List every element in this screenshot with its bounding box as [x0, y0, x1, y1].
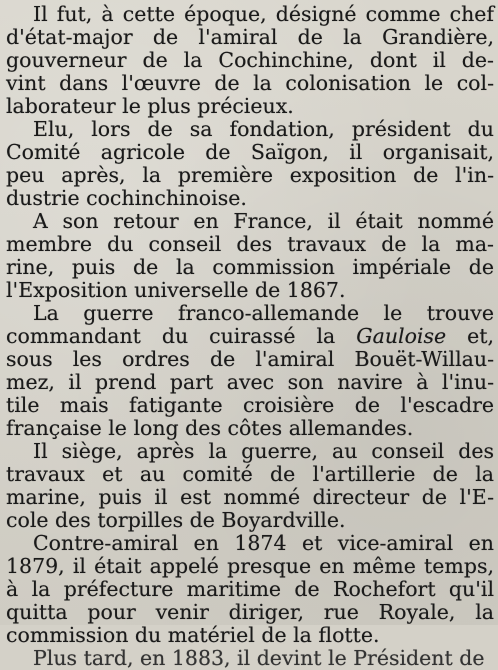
text-line-cut: Plus tard, en 1883, il devint le Président de [33, 646, 485, 670]
text-line: dustrie cochinchinoise. [6, 186, 247, 210]
text-line: peu après, la première exposition de l'in- [6, 163, 494, 187]
text-line: Comité agricole de Saïgon, il organisait, [6, 140, 494, 164]
text-line: Elu, lors de sa fondation, président du [33, 117, 494, 141]
text-fragment: commandant du cuirassé la [6, 324, 336, 348]
text-line: 1879, il était appelé presque en même temps, [6, 554, 494, 578]
text-line: travaux et au comité de l'artillerie de la [6, 462, 494, 486]
article-body [6, 2, 494, 670]
text-line: membre du conseil des travaux de la ma- [6, 232, 494, 256]
text-line: à la préfecture maritime de Rochefort qu'il [6, 577, 494, 601]
text-line: commission du matériel de la flotte. [6, 623, 380, 647]
text-line: Il siège, après la guerre, au conseil des [33, 439, 494, 463]
text-line: l'Exposition universelle de 1867. [6, 278, 346, 302]
text-line: sous les ordres de l'amiral Bouët-Willau- [6, 347, 494, 371]
text-line: A son retour en France, il était nommé [33, 209, 494, 233]
text-line: laborateur le plus précieux. [6, 94, 294, 118]
text-line: vint dans l'œuvre de la colonisation le col- [6, 71, 494, 95]
text-line [6, 325, 494, 348]
ship-name: Gauloise [356, 324, 447, 348]
text-line: marine, puis il est nommé directeur de l'E- [6, 485, 494, 509]
text-fragment: et, [467, 324, 494, 348]
text-line: cole des torpilles de Boyardville. [6, 508, 346, 532]
text-line: quitta pour venir diriger, rue Royale, la [6, 600, 494, 624]
text-line: française le long des côtes allemandes. [6, 416, 414, 440]
text-line: rine, puis de la commission impériale de [6, 255, 494, 279]
text-line: gouverneur de la Cochinchine, dont il de- [6, 48, 494, 72]
text-line: tile mais fatigante croisière de l'escadre [6, 393, 494, 417]
text-line: Contre-amiral en 1874 et vice-amiral en [33, 531, 494, 555]
text-line: La guerre franco-allemande le trouve [33, 301, 494, 325]
text-line: d'état-major de l'amiral de la Grandière, [6, 25, 494, 49]
text-line: mez, il prend part avec son navire à l'inu- [6, 370, 494, 394]
text-line: Il fut, à cette époque, désigné comme chef [33, 2, 494, 26]
